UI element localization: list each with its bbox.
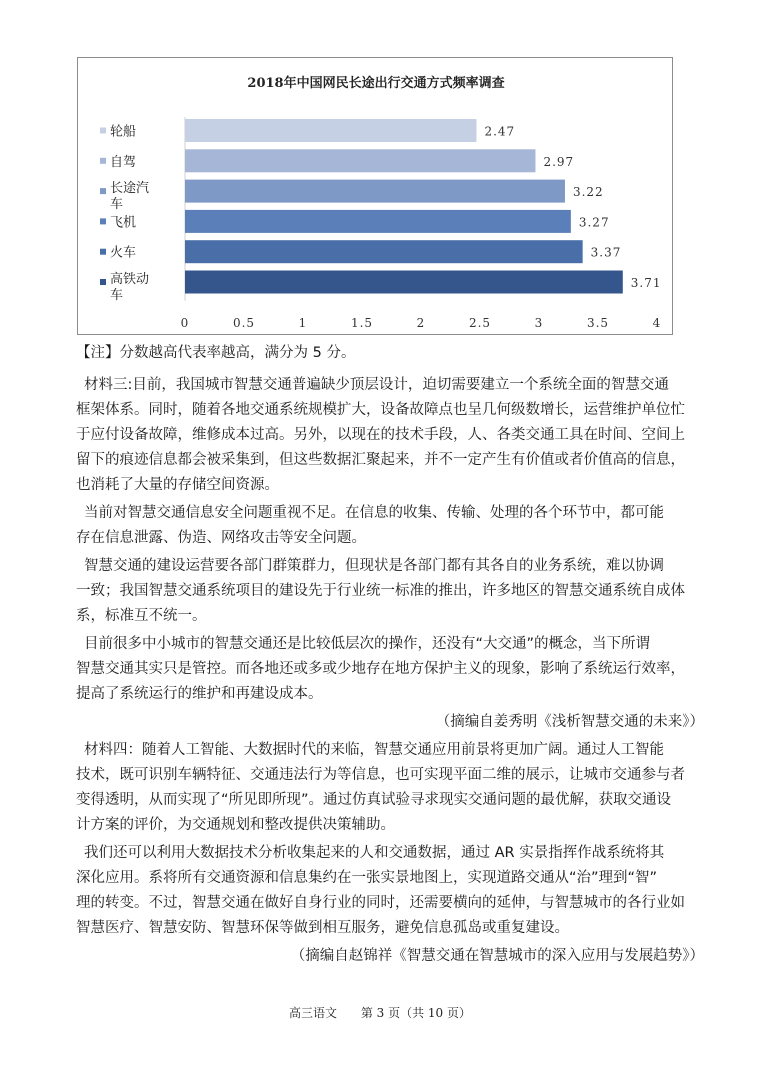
footer-subject: 高三语文 [288,1006,337,1020]
paragraph-line: 系，标准互不统一。 [76,608,207,624]
bar-2 [185,180,565,203]
x-tick-label-0: 0 [180,316,190,330]
paragraph-line: 智慧交通其实只是管控。而各地还或多或少地存在地方保护主义的现象，影响了系统运行效率， [76,661,685,677]
category-label-0: 轮船 [110,124,137,140]
value-label-5: 3.71 [630,276,662,290]
paragraph-line: 也消耗了大量的存储空间资源。 [76,477,279,493]
legend-marker-3 [100,218,106,224]
value-label-4: 3.37 [590,245,622,260]
category-label-5: 高铁动 [110,272,150,287]
paragraph-line: 一致；我国智慧交通系统项目的建设先于行业统一标准的推出，许多地区的智慧交通系统自成体 [76,583,685,599]
category-label-4: 火车 [110,245,137,261]
paragraph-line: 框架体系。同时，随着各地交通系统规模扩大，设备故障点也呈几何级数增长，运营维护单位忙 [76,402,685,418]
value-label-2: 3.22 [572,185,604,200]
x-tick-label-6: 3 [534,316,544,330]
bar-chart [78,58,674,336]
x-tick-label-7: 3.5 [586,316,610,330]
footer-page-number: 第 3 页（共 10 页） [360,1006,471,1020]
legend-marker-4 [100,249,106,255]
category-label-2: 长途汽 [110,181,150,197]
paragraph-line: 提高了系统运行的维护和再建设成本。 [76,686,323,702]
paragraph-line: 当前对智慧交通信息安全问题重视不足。在信息的收集、传输、处理的各个环节中，都可能 [84,505,664,521]
paragraph-line: 于应付设备故障，维修成本过高。另外，以现在的技术手段，人、各类交通工具在时间、空间上 [76,427,685,443]
legend-marker-5 [100,279,106,285]
x-tick-label-8: 4 [652,316,662,330]
paragraph-line: 存在信息泄露、伪造、网络攻击等安全问题。 [76,530,366,546]
category-label-3: 飞机 [110,215,137,231]
paragraph-line: 计方案的评价，为交通规划和整改提供决策辅助。 [76,817,395,833]
paragraph-line: 材料三:目前，我国城市智慧交通普遍缺少顶层设计，迫切需要建立一个系统全面的智慧交通 [84,377,669,393]
paragraph-line: 变得透明，从而实现了“所见即所现”。通过仿真试验寻求现实交通问题的最优解，获取交通设 [76,792,672,808]
paragraph-line: 理的转变。不过，智慧交通在做好自身行业的同时，还需要横向的延伸，与智慧城市的各行业如 [76,895,685,911]
paragraph-line: 我们还可以利用大数据技术分析收集起来的人和交通数据，通过 AR 实景指挥作战系统将其 [84,845,665,861]
bar-1 [185,149,535,172]
source-citation: （摘编自姜秀明《浅析智慧交通的未来》） [435,714,704,730]
x-tick-label-3: 1.5 [350,316,374,330]
value-label-1: 2.97 [543,154,575,169]
bar-0 [185,119,476,142]
x-tick-label-1: 0.5 [232,316,256,330]
bar-3 [185,210,571,233]
category-label-1: 自驾 [110,154,137,170]
page-footer [0,1004,760,1021]
source-citation: （摘编自赵锦祥《智慧交通在智慧城市的深入应用与发展趋势》） [290,948,704,964]
paragraph-line: 智慧交通的建设运营要各部门群策群力，但现状是各部门都有其各自的业务系统，难以协调 [84,558,664,574]
chart-note: 【注】分数越高代表率越高，满分为 5 分。 [76,345,356,361]
x-tick-label-2: 1 [298,316,308,330]
category-label-2-cont: 车 [110,197,124,213]
legend-marker-0 [100,128,106,134]
chart-frame [77,57,673,335]
value-label-3: 3.27 [578,215,610,230]
paragraph-line: 深化应用。系将所有交通资源和信息集约在一张实景地图上，实现道路交通从“治”理到“智” [76,870,658,886]
paragraph-line: 技术，既可识别车辆特征、交通违法行为等信息，也可实现平面二维的展示，让城市交通参与者 [76,767,685,783]
category-label-5-cont: 车 [110,288,124,303]
bar-5 [185,271,623,294]
bar-4 [185,240,583,263]
paragraph-line: 留下的痕迹信息都会被采集到，但这些数据汇聚起来，并不一定产生有价值或者价值高的信息， [76,452,685,468]
paragraph-line: 智慧医疗、智慧安防、智慧环保等做到相互服务，避免信息孤岛或重复建设。 [76,920,569,936]
x-tick-label-4: 2 [416,316,426,330]
x-tick-label-5: 2.5 [468,316,492,330]
legend-marker-2 [100,188,106,194]
value-label-0: 2.47 [484,124,516,139]
paragraph-line: 目前很多中小城市的智慧交通还是比较低层次的操作，还没有“大交通”的概念，当下所谓 [84,636,651,652]
chart-title: 2018年中国网民长途出行交通方式频率调查 [247,76,505,91]
legend-marker-1 [100,158,106,164]
paragraph-line: 材料四：随着人工智能、大数据时代的来临，智慧交通应用前景将更加广阔。通过人工智能 [84,742,664,758]
